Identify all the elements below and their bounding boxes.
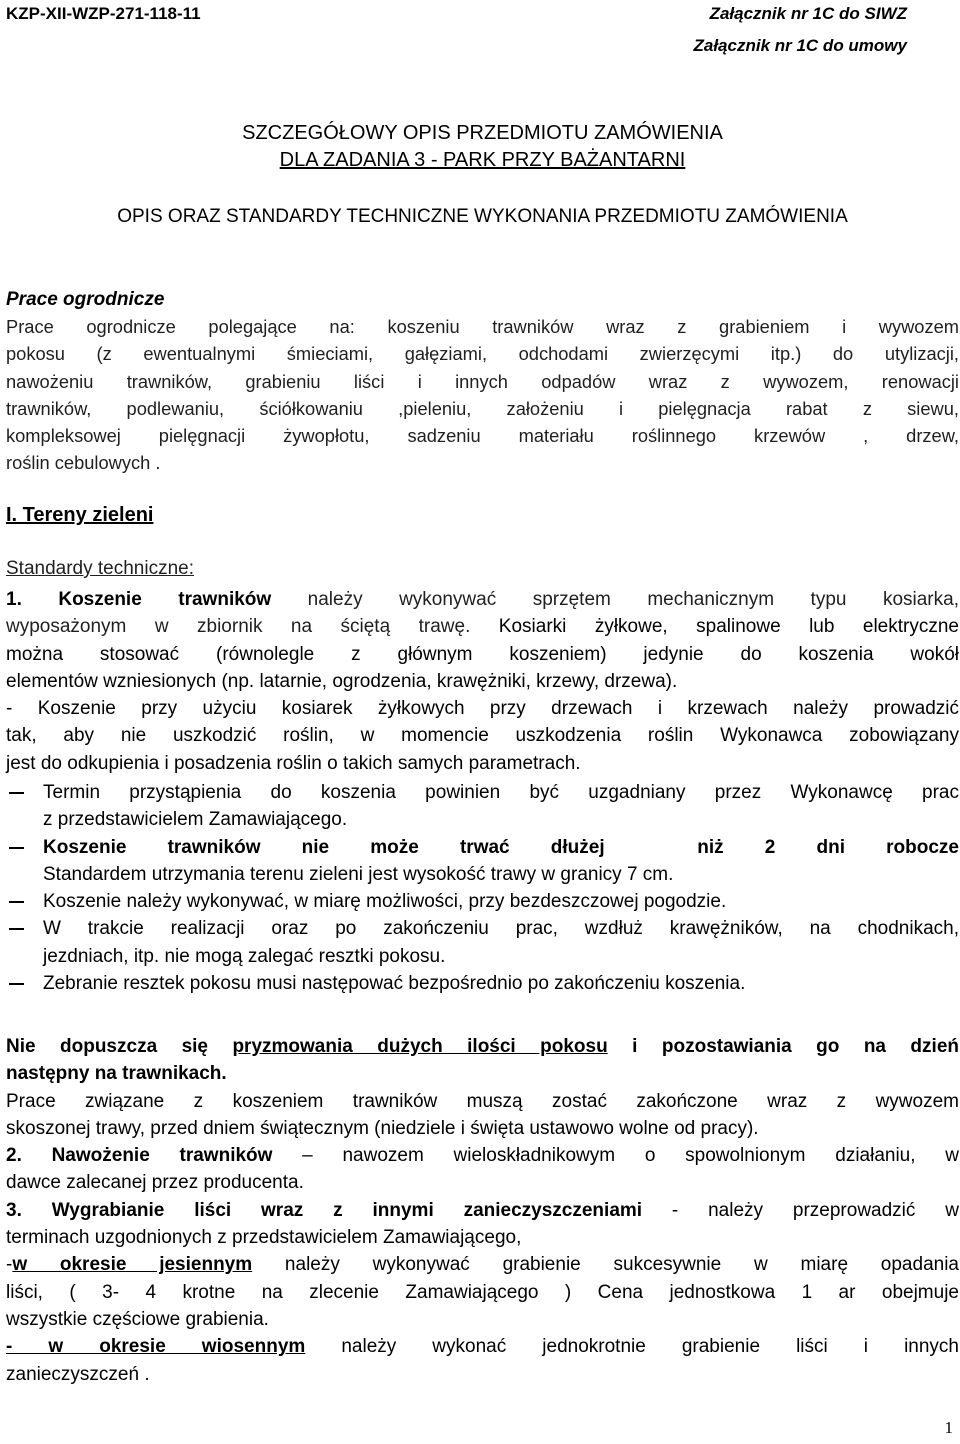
mowing-para2-line: tak, aby nie uszkodzić roślin, w momencie uszkodzenia roślin Wykonawca zobowiązany <box>6 725 959 747</box>
dash-bullet-icon <box>9 792 24 794</box>
autumn-line-3: wszystkie częściowe grabienia. <box>6 1308 269 1330</box>
fertilizing-line-2: dawce zalecanej przez producenta. <box>6 1172 304 1194</box>
title-line-3: OPIS ORAZ STANDARDY TECHNICZNE WYKONANIA PRZEDMIOTU ZAMÓWIENIA <box>117 206 848 227</box>
mowing-para2-line: - Koszenie przy użyciu kosiarek żyłkowych przy drzewach i krzewach należy prowadzić <box>6 698 959 720</box>
mowing-line-2: wyposażonym w zbiornik na ściętą trawę. Kosiarki żyłkowe, spalinowe lub elektryczne <box>6 616 959 638</box>
page-number: 1 <box>944 1418 953 1437</box>
raking-line-2: terminach uzgodnionych z przedstawicielem Zamawiającego, <box>6 1227 522 1249</box>
mowing-block <box>6 586 959 777</box>
list-item: Zebranie resztek pokosu musi następować bezpośrednio po zakończeniu koszenia. <box>6 970 959 997</box>
gardening-line-last: roślin cebulowych . <box>6 452 161 474</box>
title-line-2-text: DLA ZADANIA 3 - PARK PRZY BAŻANTARNI <box>279 149 686 171</box>
holiday-line-2: skoszonej trawy, przed dniem świątecznym (niedziele i święta ustawowo wolne od pracy). <box>6 1117 759 1139</box>
dash-bullet-icon <box>9 928 24 930</box>
title-line-2 <box>6 147 959 174</box>
annex-contract: Załącznik nr 1C do umowy <box>693 36 907 55</box>
annex-siwz: Załącznik nr 1C do SIWZ <box>709 4 907 23</box>
list-item: Termin przystąpienia do koszenia powinien być uzgadniany przez Wykonawcę prac z przedstawicielem Zamawiającego. <box>6 779 959 834</box>
list-item: W trakcie realizacji oraz po zakończeniu prac, wzdłuż krawężników, na chodnikach, jezdniach, itp. nie mogą zalegać resztki pokosu. <box>6 915 959 970</box>
gardening-line: pokosu (z ewentualnymi śmieciami, gałęziami, odchodami zwierzęcymi itp.) do utylizacji, <box>6 343 959 365</box>
notice-block <box>6 1033 959 1388</box>
mowing-line-4: elementów wzniesionych (np. latarnie, ogrodzenia, krawężniki, krzewy, drzewa). <box>6 670 678 692</box>
mowing-para2-last: jest do odkupienia i posadzenia roślin o takich samych parametrach. <box>6 752 581 774</box>
bullet-list <box>6 779 959 997</box>
gardening-line: trawników, podlewaniu, ściółkowaniu ,pieleniu, założeniu i pielęgnacja rabat z siewu, <box>6 397 959 419</box>
gardening-line: kompleksowej pielęgnacji żywopłotu, sadzeniu materiału roślinnego krzewów , drzew, <box>6 425 959 447</box>
spring-line-1: - w okresie wiosennym należy wykonać jednokrotnie grabienie liści i innych <box>6 1336 959 1358</box>
gardening-line: Prace ogrodnicze polegające na: koszeniu trawników wraz z grabieniem i wywozem <box>6 316 959 337</box>
title-line-1: SZCZEGÓŁOWY OPIS PRZEDMIOTU ZAMÓWIENIA <box>242 122 723 144</box>
gardening-line: nawożeniu trawników, grabieniu liści i innych odpadów wraz z wywozem, renowacji <box>6 370 959 392</box>
holiday-line-1: Prace związane z koszeniem trawników muszą zostać zakończone wraz z wywozem <box>6 1090 959 1112</box>
dash-bullet-icon <box>9 901 24 903</box>
document-reference: KZP-XII-WZP-271-118-11 <box>6 4 201 23</box>
mowing-line-3: można stosować (równolegle z głównym koszeniem) jedynie do koszenia wokół <box>6 643 959 665</box>
standards-label: Standardy techniczne: <box>6 558 195 579</box>
dash-bullet-icon <box>9 847 24 849</box>
spring-line-2: zanieczyszczeń . <box>6 1363 150 1385</box>
terrain-heading: I. Tereny zieleni <box>6 504 154 526</box>
dash-bullet-icon <box>9 983 24 985</box>
mowing-line-1: 1. Koszenie trawników należy wykonywać sprzętem mechanicznym typu kosiarka, <box>6 589 959 610</box>
document-page <box>6 0 959 1444</box>
notice-line-1: Nie dopuszcza się pryzmowania dużych ilości pokosu i pozostawiania go na dzień <box>6 1036 959 1057</box>
gardening-heading: Prace ogrodnicze <box>6 289 165 310</box>
raking-line-1: 3. Wygrabianie liści wraz z innymi zanieczyszczeniami - należy przeprowadzić w <box>6 1199 959 1221</box>
gardening-section <box>6 286 959 477</box>
mowing-bold: Koszenie trawników <box>58 589 272 610</box>
list-item: Koszenie należy wykonywać, w miarę możliwości, przy bezdeszczowej pogodzie. <box>6 888 959 915</box>
fertilizing-line-1: 2. Nawożenie trawników – nawozem wieloskładnikowym o spowolnionym działaniu, w <box>6 1145 959 1167</box>
notice-line-2: następny na trawnikach. <box>6 1063 227 1085</box>
autumn-line-2: liści, ( 3- 4 krotne na zlecenie Zamawiającego ) Cena jednostkowa 1 ar obejmuje <box>6 1281 959 1303</box>
list-item: Koszenie trawników nie może trwać dłużej niż 2 dni robocze Standardem utrzymania terenu zieleni jest wysokość trawy w granicy 7 cm. <box>6 834 959 889</box>
autumn-line-1: -w okresie jesiennym należy wykonywać grabienie sukcesywnie w miarę opadania <box>6 1254 959 1276</box>
